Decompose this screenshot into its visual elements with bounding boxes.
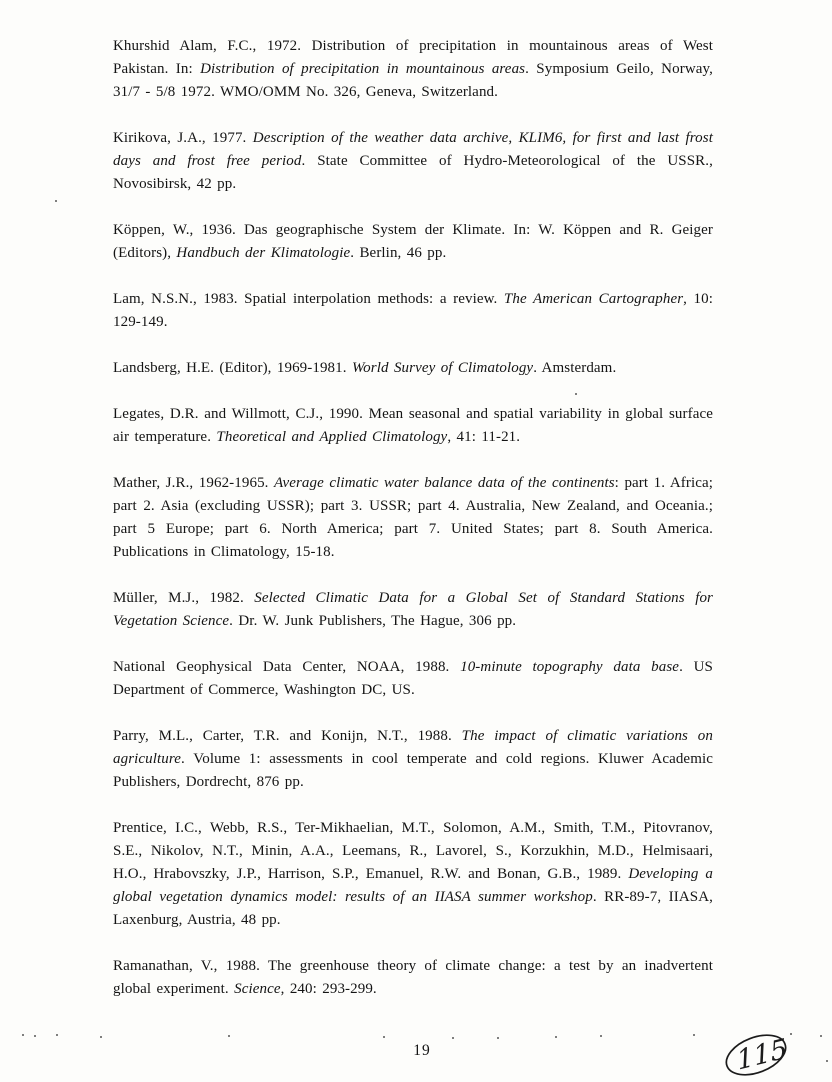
scan-noise-dot	[383, 1036, 385, 1038]
reference-title-italic: Handbuch der Klimatologie	[176, 245, 351, 261]
reference-entry	[113, 288, 713, 334]
scan-noise-dot	[497, 1037, 499, 1039]
reference-text: . Symposium Geilo, Norway, 31/7 - 5/8 1972. WMO/OMM No. 326, Geneva, Switzerland.	[113, 61, 713, 100]
handwritten-stamp	[712, 1020, 832, 1082]
scan-noise-dot	[600, 1035, 602, 1037]
reference-title-italic: World Survey of Climatology	[351, 360, 534, 376]
reference-text: . US Department of Commerce, Washington DC, US.	[113, 659, 713, 698]
reference-title-italic: Distribution of precipitation in mountainous areas	[200, 61, 526, 77]
reference-entry	[113, 357, 713, 380]
reference-title-italic: Science	[234, 981, 281, 997]
scan-noise-dot	[56, 1034, 58, 1036]
reference-text: National Geophysical Data Center, NOAA, 1988.	[113, 659, 461, 675]
reference-text: Kirikova, J.A., 1977.	[113, 130, 253, 146]
scan-noise-dot	[693, 1034, 695, 1036]
reference-text: Landsberg, H.E. (Editor), 1969-1981.	[113, 360, 352, 376]
reference-text: Prentice, I.C., Webb, R.S., Ter-Mikhaelian, M.T., Solomon, A.M., Smith, T.M., Pitovranov, S.E., Nikolov, N.T., Minin, A.A., Leemans, R., Lavorel, S., Korzukhin, M.D., Helmisaari, H.O., Hrabovszky, J.P., Harrison, S.P., Emanuel, R.W. and Bonan, G.B., 1989.	[113, 820, 713, 882]
reference-text: Khurshid Alam, F.C., 1972. Distribution of precipitation in mountainous areas of West Pakistan. In:	[113, 38, 713, 77]
reference-title-italic: Average climatic water balance data of the continents	[274, 475, 615, 491]
scan-noise-dot	[452, 1037, 454, 1039]
reference-entry	[113, 955, 713, 1001]
reference-list	[113, 35, 713, 1024]
reference-text: , 10: 129-149.	[113, 291, 713, 330]
scan-noise-dot	[100, 1036, 102, 1038]
scan-noise-dot	[826, 1060, 828, 1062]
reference-entry	[113, 656, 713, 702]
reference-title-italic: 10-minute topography data base	[460, 659, 680, 675]
scan-noise-dot	[555, 1036, 557, 1038]
reference-text: Ramanathan, V., 1988. The greenhouse theory of climate change: a test by an inadvertent global experiment.	[113, 958, 713, 997]
reference-title-italic: The American Cartographer	[503, 291, 684, 307]
reference-text: . Amsterdam.	[533, 360, 617, 376]
scan-noise-dot	[34, 1035, 36, 1037]
reference-entry	[113, 725, 713, 794]
reference-entry	[113, 403, 713, 449]
reference-text: . State Committee of Hydro-Meteorological of the USSR., Novosibirsk, 42 pp.	[113, 153, 713, 192]
reference-text: . Berlin, 46 pp.	[350, 245, 447, 261]
reference-entry	[113, 35, 713, 104]
reference-text: Lam, N.S.N., 1983. Spatial interpolation methods: a review.	[113, 291, 504, 307]
reference-title-italic: The impact of climatic variations on agriculture	[113, 728, 714, 767]
reference-entry	[113, 219, 713, 265]
reference-entry	[113, 472, 713, 564]
scan-noise-dot	[22, 1034, 24, 1036]
reference-text: Legates, D.R. and Willmott, C.J., 1990. Mean seasonal and spatial variability in global surface air temperature.	[113, 406, 713, 445]
reference-text: : part 1. Africa; part 2. Asia (excluding USSR); part 3. USSR; part 4. Australia, New Zealand, and Oceania.; part 5 Europe; part 6. North America; part 7. United States; part 8. South America. Publications in Climatology, 15-18.	[113, 475, 713, 560]
reference-text: , 240: 293-299.	[280, 981, 377, 997]
reference-entry	[113, 587, 713, 633]
reference-text: Parry, M.L., Carter, T.R. and Konijn, N.T., 1988.	[113, 728, 462, 744]
scan-noise-dot	[575, 393, 577, 395]
scan-noise-dot	[820, 1035, 822, 1037]
reference-title-italic: Selected Climatic Data for a Global Set of Standard Stations for Vegetation Science	[113, 590, 713, 629]
scan-noise-dot	[55, 200, 57, 202]
reference-entry	[113, 817, 713, 932]
reference-text: Köppen, W., 1936. Das geographische System der Klimate. In: W. Köppen and R. Geiger (Editors),	[113, 222, 713, 261]
reference-title-italic: Developing a global vegetation dynamics model: results of an IIASA summer workshop	[113, 866, 714, 905]
reference-title-italic: Theoretical and Applied Climatology	[216, 429, 448, 445]
reference-text: . Volume 1: assessments in cool temperate and cold regions. Kluwer Academic Publishers, Dordrecht, 876 pp.	[113, 751, 713, 790]
page-number: 19	[413, 1042, 431, 1059]
stamp-text: 115	[734, 1033, 790, 1077]
reference-entry	[113, 127, 713, 196]
reference-text: . RR-89-7, IIASA, Laxenburg, Austria, 48 pp.	[113, 889, 713, 928]
reference-text: . Dr. W. Junk Publishers, The Hague, 306 pp.	[229, 613, 517, 629]
reference-text: Mather, J.R., 1962-1965.	[113, 475, 275, 491]
reference-text: , 41: 11-21.	[447, 429, 521, 445]
scan-noise-dot	[790, 1033, 792, 1035]
scan-noise-dot	[228, 1035, 230, 1037]
reference-title-italic: Description of the weather data archive, KLIM6, for first and last frost days and frost free period	[113, 130, 713, 169]
reference-text: Müller, M.J., 1982.	[113, 590, 255, 606]
